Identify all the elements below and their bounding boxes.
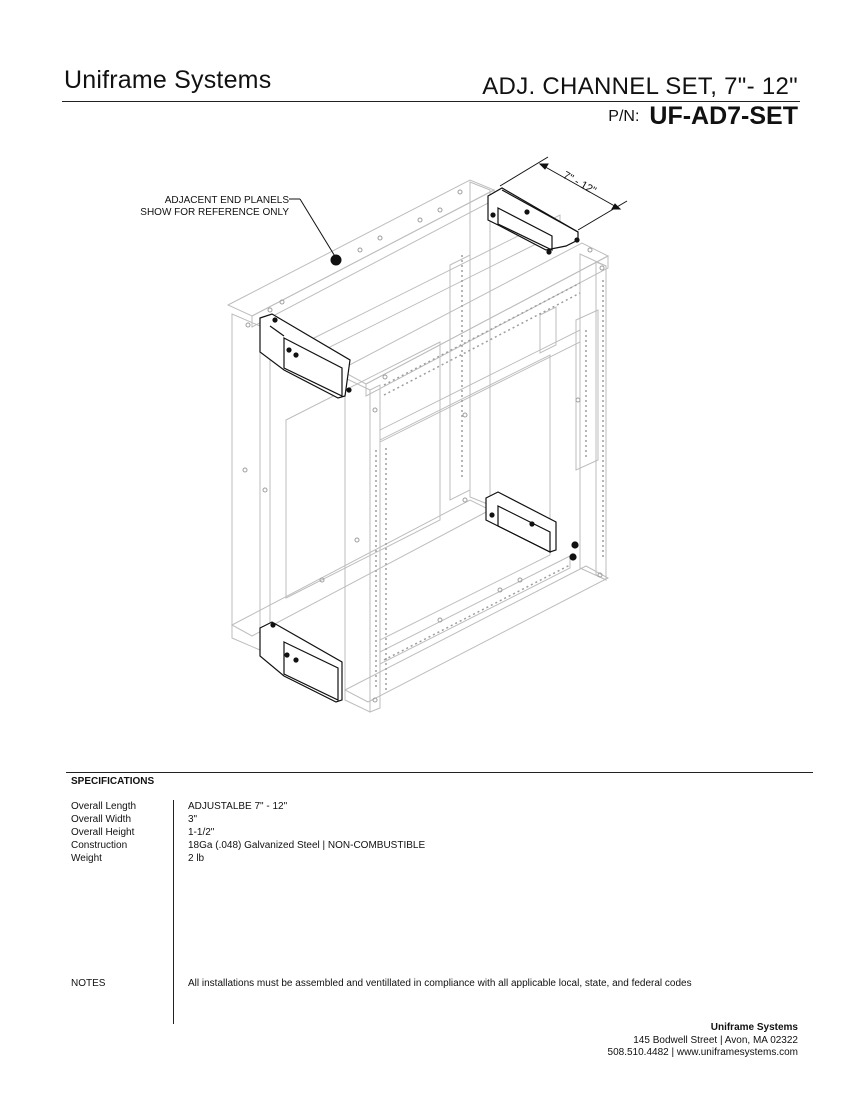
notes-label: NOTES: [71, 978, 106, 989]
footer-contact: 508.510.4482 | www.uniframesystems.com: [607, 1047, 798, 1058]
product-title: ADJ. CHANNEL SET, 7"- 12": [482, 73, 798, 100]
callout-line-2: SHOW FOR REFERENCE ONLY: [140, 207, 289, 218]
specs-divider: [173, 800, 174, 1024]
spec-label-length: Overall Length: [71, 801, 137, 812]
callout-line-1: ADJACENT END PLANELS: [164, 195, 289, 206]
part-number: [608, 102, 798, 131]
channel-bottom-front: [260, 622, 342, 702]
footer-company: Uniframe Systems: [710, 1022, 798, 1033]
spec-label-weight: Weight: [71, 853, 102, 864]
footer: [608, 1022, 798, 1060]
spec-label-height: Overall Height: [71, 827, 135, 838]
spec-value-construction: 18Ga (.048) Galvanized Steel | NON-COMBUSTIBLE: [188, 840, 426, 851]
part-number-value: UF-AD7-SET: [649, 102, 798, 130]
spec-value-weight: 2 lb: [188, 853, 205, 864]
specs-heading: SPECIFICATIONS: [71, 776, 155, 787]
spec-value-width: 3": [188, 814, 198, 825]
company-name: Uniframe Systems: [64, 66, 272, 94]
dimension-label: 7" - 12": [560, 169, 599, 198]
specs-rule: [66, 772, 813, 773]
channel-bottom-back: [486, 492, 578, 560]
spec-value-height: 1-1/2": [188, 827, 215, 838]
assembly-drawing: [0, 140, 850, 740]
spec-label-width: Overall Width: [71, 814, 132, 825]
spec-label-construction: Construction: [71, 840, 128, 851]
spec-value-length: ADJUSTALBE 7" - 12": [188, 801, 288, 812]
footer-address: 145 Bodwell Street | Avon, MA 02322: [633, 1034, 798, 1046]
part-number-label: P/N:: [608, 108, 640, 125]
notes-text: All installations must be assembled and ventillated in compliance with all applicable local, state, and federal codes: [188, 978, 692, 989]
reference-leader: [289, 199, 341, 265]
